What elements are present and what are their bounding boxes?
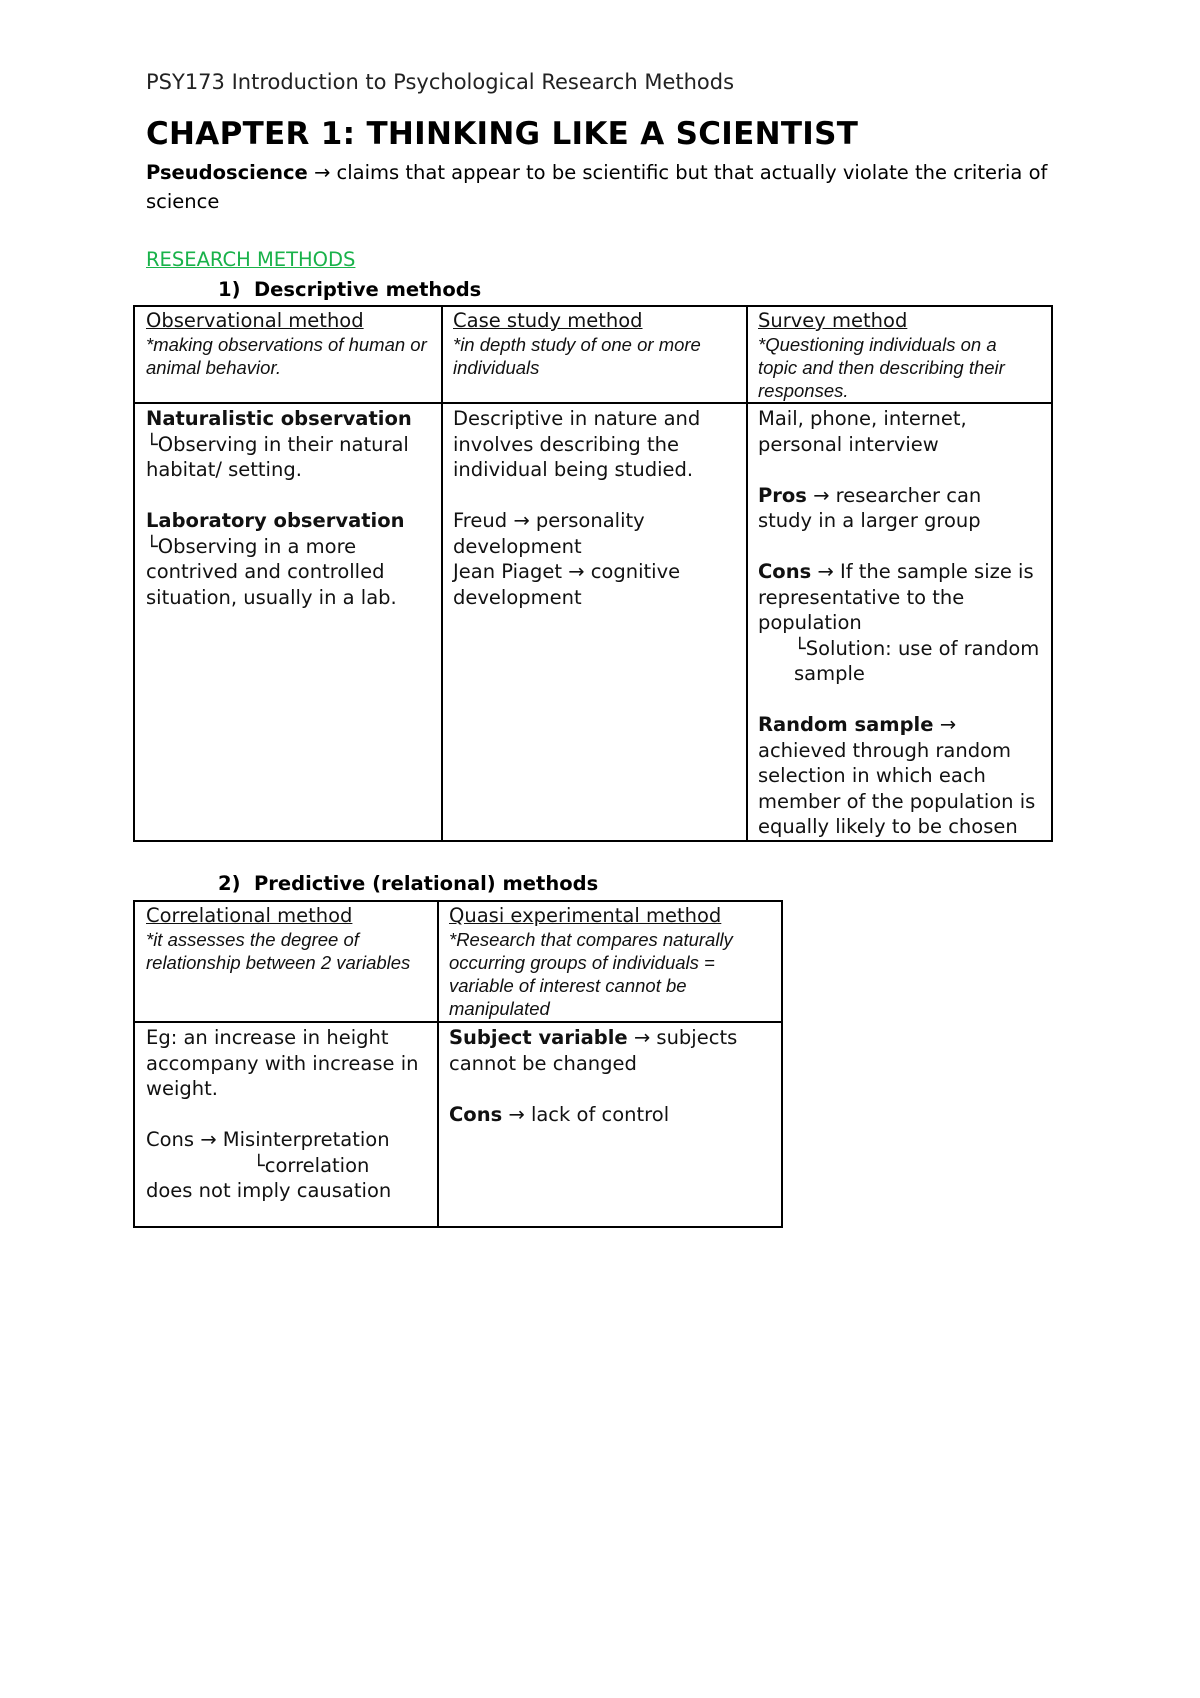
quasi-experimental-header — [438, 902, 781, 1022]
header-title: Case study method — [453, 309, 643, 332]
header-description: *it assesses the degree of relationship between 2 variables — [146, 929, 411, 973]
pros-text: → researcher can study in a larger group — [758, 483, 982, 532]
header-title: Quasi experimental method — [449, 904, 722, 927]
header-description: *Research that compares naturally occurring groups of individuals = variable of interest cannot be manipulated — [449, 929, 733, 1019]
descriptive-table — [133, 305, 1053, 842]
predictive-table — [133, 900, 783, 1228]
case-study-header — [442, 307, 746, 381]
header-title: Correlational method — [146, 904, 353, 927]
course-header: PSY173 Introduction to Psychological Research Methods — [146, 70, 735, 94]
cons-text: → If the sample size is representative to the population — [758, 560, 1034, 634]
cons-term: Cons — [758, 560, 812, 583]
correlational-header — [135, 902, 437, 976]
chapter-title: CHAPTER 1: THINKING LIKE A SCIENTIST — [146, 116, 859, 152]
naturalistic-term: Naturalistic observation — [146, 407, 412, 430]
pseudoscience-text: claims that appear to be scientific but that actually violate the criteria of science — [146, 161, 1048, 213]
naturalistic-desc: └Observing in their natural habitat/ setting. — [146, 432, 409, 481]
random-sample-text: → achieved through random selection in which each member of the population is equally likely to be chosen — [758, 713, 1036, 838]
pseudoscience-definition — [146, 158, 1066, 216]
predictive-number: 2) — [218, 872, 241, 895]
section-title: RESEARCH METHODS — [146, 248, 356, 271]
descriptive-number: 1) — [218, 278, 241, 301]
freud-example: Freud → personality development — [453, 509, 645, 558]
arrow-icon: → — [313, 161, 331, 184]
correlation-example: Eg: an increase in height accompany with increase in weight. — [146, 1026, 419, 1100]
quasi-cons-term: Cons — [449, 1102, 503, 1126]
quasi-experimental-body — [438, 1023, 781, 1129]
correlational-body — [135, 1023, 437, 1206]
survey-modes: Mail, phone, internet, personal interview — [758, 407, 967, 456]
subject-variable-text: → subjects cannot be changed — [449, 1026, 738, 1075]
random-sample-term: Random sample — [758, 713, 934, 736]
laboratory-term: Laboratory observation — [146, 509, 405, 532]
solution-text: └Solution: use of random sample — [794, 636, 1040, 685]
header-description: *in depth study of one or more individuals — [453, 334, 701, 378]
observational-header — [135, 307, 441, 381]
observational-body — [135, 404, 441, 612]
descriptive-heading — [218, 278, 481, 301]
descriptive-title: Descriptive methods — [254, 278, 482, 301]
subject-variable-term: Subject variable — [449, 1026, 628, 1049]
predictive-heading — [218, 872, 598, 895]
header-title: Observational method — [146, 309, 364, 332]
quasi-cons-text: → lack of control — [508, 1102, 670, 1126]
survey-body — [747, 404, 1051, 842]
header-title: Survey method — [758, 309, 908, 332]
header-description: *Questioning individuals on a topic and then describing their responses. — [758, 334, 1005, 401]
piaget-example: Jean Piaget → cognitive development — [453, 560, 681, 609]
case-study-body — [442, 404, 746, 612]
pseudoscience-term: Pseudoscience — [146, 161, 308, 184]
header-description: *making observations of human or animal behavior. — [146, 334, 427, 378]
correlation-cons: Cons → Misinterpretation — [146, 1128, 390, 1151]
predictive-title: Predictive (relational) methods — [254, 872, 599, 895]
case-study-intro: Descriptive in nature and involves describing the individual being studied. — [453, 407, 701, 481]
survey-header — [747, 307, 1051, 404]
correlation-cons-sub: └correlation — [253, 1153, 370, 1177]
laboratory-desc: └Observing in a more contrived and controlled situation, usually in a lab. — [146, 534, 397, 609]
pros-term: Pros — [758, 483, 807, 507]
correlation-cons-tail: does not imply causation — [146, 1179, 392, 1202]
